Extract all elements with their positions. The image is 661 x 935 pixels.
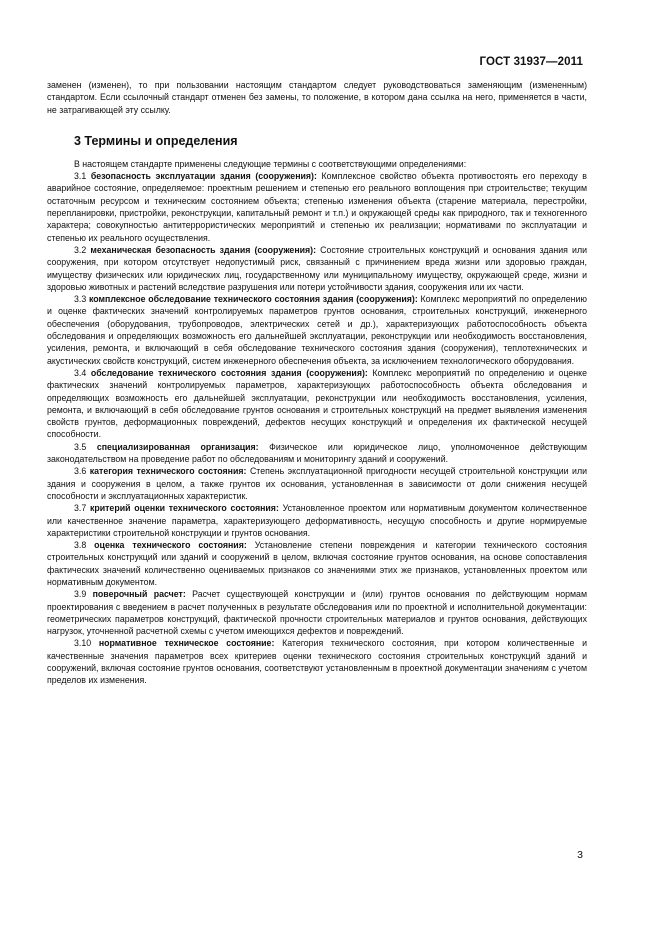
term-name: нормативное техническое состояние: — [98, 638, 275, 649]
term-number: 3.2 — [74, 244, 87, 255]
term-entry — [47, 539, 587, 588]
term-name: оценка технического состояния: — [94, 540, 247, 551]
term-number: 3.9 — [74, 589, 87, 600]
term-definition: Состояние строительных конструкций и основания здания или сооружения, при котором отсутствует недопустимый риск, связанный с причинением вреда жизни или здоровью граждан, имуществу физических или юридических лиц, государственному или муниципальному имуществу, окружающей среде, жизни и здоровью животных и растений вследствие разрушения или потери устойчивости здания, сооружения или их части. — [47, 244, 587, 292]
term-entry — [47, 502, 587, 539]
term-name: комплексное обследование технического состояния здания (сооружения): — [89, 294, 418, 305]
term-name: обследование технического состояния здания (сооружения): — [90, 367, 368, 378]
term-number: 3.8 — [74, 540, 87, 551]
term-number: 3.5 — [74, 441, 87, 452]
section-lead: В настоящем стандарте применены следующие термины с соответствующими определениями: — [74, 158, 467, 169]
term-name: категория технического состояния: — [89, 466, 247, 477]
term-entry — [47, 637, 587, 686]
term-number: 3.10 — [74, 638, 92, 649]
term-definition: Комплексное свойство объекта противостоять его переходу в аварийное состояние, определяемое: проектным решением и степенью его реального воплощения при строительстве; текущим остаточным ресурсом и техническим состоянием объекта; степенью изменения объекта (старение материала, перестройки, перепланировки, пристройки, реконструкции, капитальный ремонт и т.п.) и окружающей среды как природного, так и техногенного характера; совокупностью антитеррористических мероприятий и степенью их реализации; нормативами по эксплуатации и степенью их реального осуществления. — [47, 171, 587, 243]
intro-paragraph: заменен (изменен), то при пользовании настоящим стандартом следует руководствоваться заменяющим (измененным) стандартом. Если ссылочный стандарт отменен без замены, то положение, в котором дана ссылка на него, применяется в части, не затрагивающей эту ссылку. — [47, 80, 587, 115]
term-number: 3.7 — [74, 503, 87, 514]
term-name: поверочный расчет: — [92, 589, 186, 600]
term-name: критерий оценки технического состояния: — [89, 503, 279, 514]
term-definition: Установленное проектом или нормативным документом количественное или качественное значение параметра, характеризующего деформативность, несущую способность и другие нормируемые характеристики строительной конструкции и грунтов основания. — [47, 503, 587, 538]
standard-header: ГОСТ 31937—2011 — [479, 56, 583, 68]
term-entry — [47, 293, 587, 367]
document-body — [47, 79, 587, 687]
term-definition: Степень эксплуатационной пригодности несущей строительной конструкции или здания и сооружения в целом, а также грунтов их основания, установленная в зависимости от доли снижения несущей способности и эксплуатационных характеристик. — [47, 466, 587, 501]
term-entry — [47, 441, 587, 466]
term-entry — [47, 170, 587, 244]
term-definition: Комплекс мероприятий по определению и оценке фактических значений контролируемых параметров грунтов основания, строительных конструкций, инженерного обеспечения (оборудования, трубопроводов, электрических сетей и др.), характеризующих работоспособность объекта обследования и определяющих возможность его дальнейшей эксплуатации, реконструкции или необходимость восстановления, усиления, ремонта, и включающий в себя обследование технического состояния здания (сооружения), теплотехнических и акустических свойств конструкций, систем инженерного обеспечения объекта, за исключением технологического оборудования. — [47, 294, 587, 366]
term-entry — [47, 244, 587, 293]
section-title: 3 Термины и определения — [74, 133, 238, 148]
term-entry — [47, 588, 587, 637]
term-number: 3.6 — [74, 466, 87, 477]
term-definition: Расчет существующей конструкции и (или) грунтов основания по действующим нормам проектирования с введением в расчет полученных в результате обследования или по проектной и исполнительной документации: геометрических параметров конструкций, фактической прочности строительных материалов и грунтов основания, действующих нагрузок, уточненной расчетной схемы с учетом имеющихся дефектов и повреждений. — [47, 589, 587, 637]
term-definition: Установление степени повреждения и категории технического состояния строительных конструкций или зданий и сооружений в целом, включая состояние грунтов основания, на основе сопоставления фактических значений количественно оцениваемых признаков со значениями этих же признаков, установленных проектом или нормативным документом. — [47, 540, 587, 587]
term-number: 3.3 — [74, 294, 87, 305]
term-definition: Категория технического состояния, при котором количественные и качественные значения параметров всех критериев оценки технического состояния строительных конструкций зданий и сооружений, включая состояние грунтов основания, соответствуют установленным в проектной документации значениям с учетом пределов их изменения. — [47, 638, 588, 686]
term-name: безопасность эксплуатации здания (сооружения): — [90, 171, 317, 182]
term-entry — [47, 465, 587, 502]
terms-list — [47, 170, 587, 686]
term-number: 3.1 — [74, 171, 87, 182]
term-definition: Физическое или юридическое лицо, уполномоченное действующим законодательством на проведение работ по обследованиям и мониторингу зданий и сооружений. — [47, 441, 588, 465]
page-number: 3 — [577, 849, 583, 861]
term-name: специализированная организация: — [96, 441, 259, 452]
term-number: 3.4 — [74, 367, 87, 378]
term-entry — [47, 367, 587, 441]
term-definition: Комплекс мероприятий по определению и оценке фактических значений контролируемых параметров, характеризующих работоспособность объекта обследования и определяющих возможность его дальнейшей эксплуатации, реконструкции или необходимость восстановления, усиления, ремонта, и включающий в себя обследование грунтов основания и строительных конструкций на предмет выявления изменения свойств грунтов, деформационных повреждений, дефектов несущих конструкций и определения их фактической несущей способности. — [47, 367, 587, 440]
term-name: механическая безопасность здания (сооружения): — [90, 244, 317, 255]
